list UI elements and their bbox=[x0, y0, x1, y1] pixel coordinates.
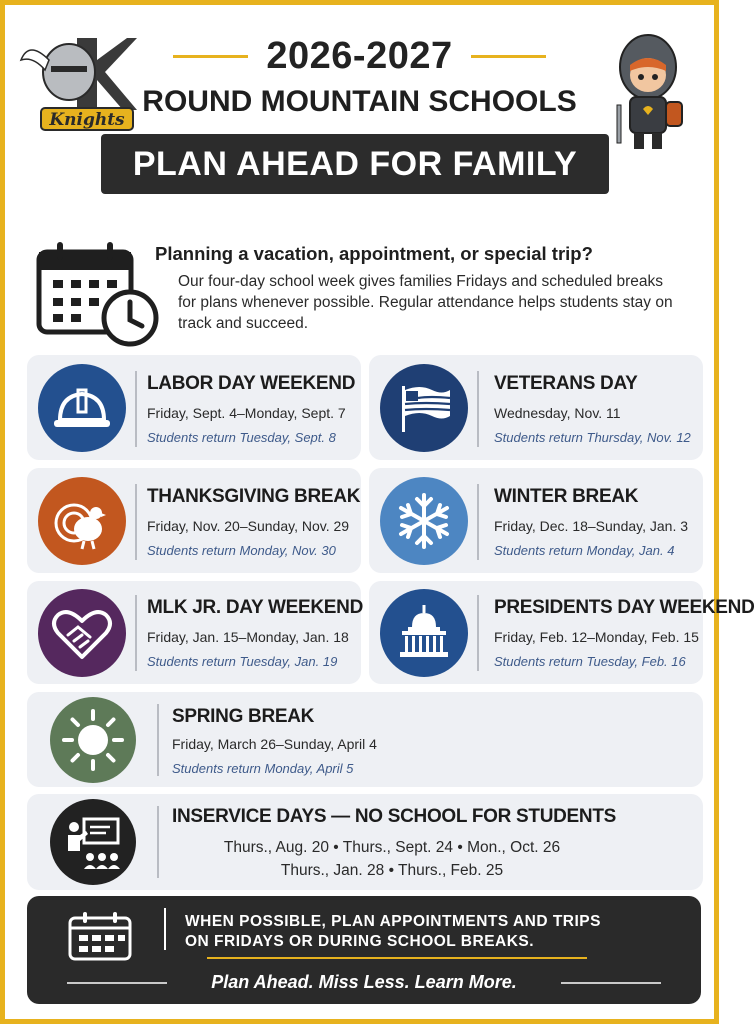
school-name: ROUND MOUNTAIN SCHOOLS bbox=[142, 85, 577, 118]
break-title: VETERANS DAY bbox=[494, 373, 638, 394]
gold-rule-right bbox=[471, 55, 546, 58]
inservice-dates-line2: Thurs., Jan. 28 • Thurs., Feb. 25 bbox=[280, 862, 504, 879]
break-title: LABOR DAY WEEKEND bbox=[147, 373, 356, 394]
footer-message-line1: WHEN POSSIBLE, PLAN APPOINTMENTS AND TRIPS bbox=[185, 913, 601, 930]
turkey-icon bbox=[38, 477, 126, 565]
knight-mascot-icon bbox=[603, 27, 693, 157]
gold-rule-left bbox=[173, 55, 248, 58]
break-title: MLK JR. DAY WEEKEND bbox=[147, 597, 364, 618]
break-title: THANKSGIVING BREAK bbox=[147, 486, 361, 507]
break-card-labor-day bbox=[27, 355, 361, 460]
calendar-clock-icon bbox=[35, 240, 160, 350]
heart-handshake-icon bbox=[38, 589, 126, 677]
hard-hat-icon bbox=[38, 364, 126, 452]
break-title: SPRING BREAK bbox=[172, 706, 315, 727]
break-return: Students return Tuesday, Jan. 19 bbox=[147, 654, 338, 669]
flag-icon bbox=[380, 364, 468, 452]
sun-icon bbox=[50, 697, 136, 783]
break-dates: Friday, March 26–Sunday, April 4 bbox=[172, 736, 377, 752]
break-card-thanksgiving bbox=[27, 468, 361, 573]
footer-banner bbox=[27, 896, 701, 1004]
logo-text: Knights bbox=[49, 110, 125, 130]
break-title: PRESIDENTS DAY WEEKEND bbox=[494, 597, 755, 618]
break-dates: Friday, Feb. 12–Monday, Feb. 15 bbox=[494, 629, 699, 645]
snowflake-icon bbox=[380, 477, 468, 565]
capitol-icon-circle bbox=[380, 589, 468, 677]
break-return: Students return Monday, Nov. 30 bbox=[147, 543, 336, 558]
break-card-winter bbox=[369, 468, 703, 573]
calendar-icon bbox=[67, 910, 133, 962]
teacher-presentation-icon-circle bbox=[50, 799, 136, 885]
break-dates: Friday, Sept. 4–Monday, Sept. 7 bbox=[147, 405, 346, 421]
inservice-title: INSERVICE DAYS — NO SCHOOL FOR STUDENTS bbox=[172, 806, 617, 827]
intro-title: Planning a vacation, appointment, or special trip? bbox=[155, 243, 593, 264]
footer-tagline: Plan Ahead. Miss Less. Learn More. bbox=[211, 972, 517, 992]
break-return: Students return Monday, April 5 bbox=[172, 761, 354, 776]
hard-hat-icon-circle bbox=[38, 364, 126, 452]
break-title: WINTER BREAK bbox=[494, 486, 639, 507]
break-return: Students return Tuesday, Sept. 8 bbox=[147, 430, 336, 445]
break-dates: Friday, Jan. 15–Monday, Jan. 18 bbox=[147, 629, 349, 645]
break-card-veterans-day bbox=[369, 355, 703, 460]
teacher-presentation-icon bbox=[50, 799, 136, 885]
break-card-spring bbox=[27, 692, 703, 787]
break-return: Students return Thursday, Nov. 12 bbox=[494, 430, 691, 445]
break-dates: Friday, Nov. 20–Sunday, Nov. 29 bbox=[147, 518, 350, 534]
footer-message bbox=[185, 912, 601, 952]
intro-body: Our four-day school week gives families Fridays and scheduled breaks for plans whenever possible. Regular attendance helps students stay on track and succeed. bbox=[178, 273, 673, 332]
flag-icon-circle bbox=[380, 364, 468, 452]
break-card-mlk-day bbox=[27, 581, 364, 684]
gold-divider bbox=[207, 957, 587, 959]
heart-handshake-icon-circle bbox=[38, 589, 126, 677]
school-year: 2026-2027 bbox=[266, 35, 453, 77]
inservice-dates-line1: Thurs., Aug. 20 • Thurs., Sept. 24 • Mon., Oct. 26 bbox=[223, 839, 561, 856]
footer-message-line2: ON FRIDAYS OR DURING SCHOOL BREAKS. bbox=[185, 933, 535, 950]
snowflake-icon-circle bbox=[380, 477, 468, 565]
break-card-presidents-day bbox=[369, 581, 755, 684]
break-return: Students return Tuesday, Feb. 16 bbox=[494, 654, 686, 669]
capitol-icon bbox=[380, 589, 468, 677]
turkey-icon-circle bbox=[38, 477, 126, 565]
break-dates: Friday, Dec. 18–Sunday, Jan. 3 bbox=[494, 518, 689, 534]
break-dates: Wednesday, Nov. 11 bbox=[494, 405, 621, 421]
break-return: Students return Monday, Jan. 4 bbox=[494, 543, 675, 558]
page-title-banner: PLAN AHEAD FOR FAMILY TIME bbox=[101, 134, 609, 194]
inservice-card bbox=[27, 794, 703, 890]
sun-icon-circle bbox=[50, 697, 136, 783]
